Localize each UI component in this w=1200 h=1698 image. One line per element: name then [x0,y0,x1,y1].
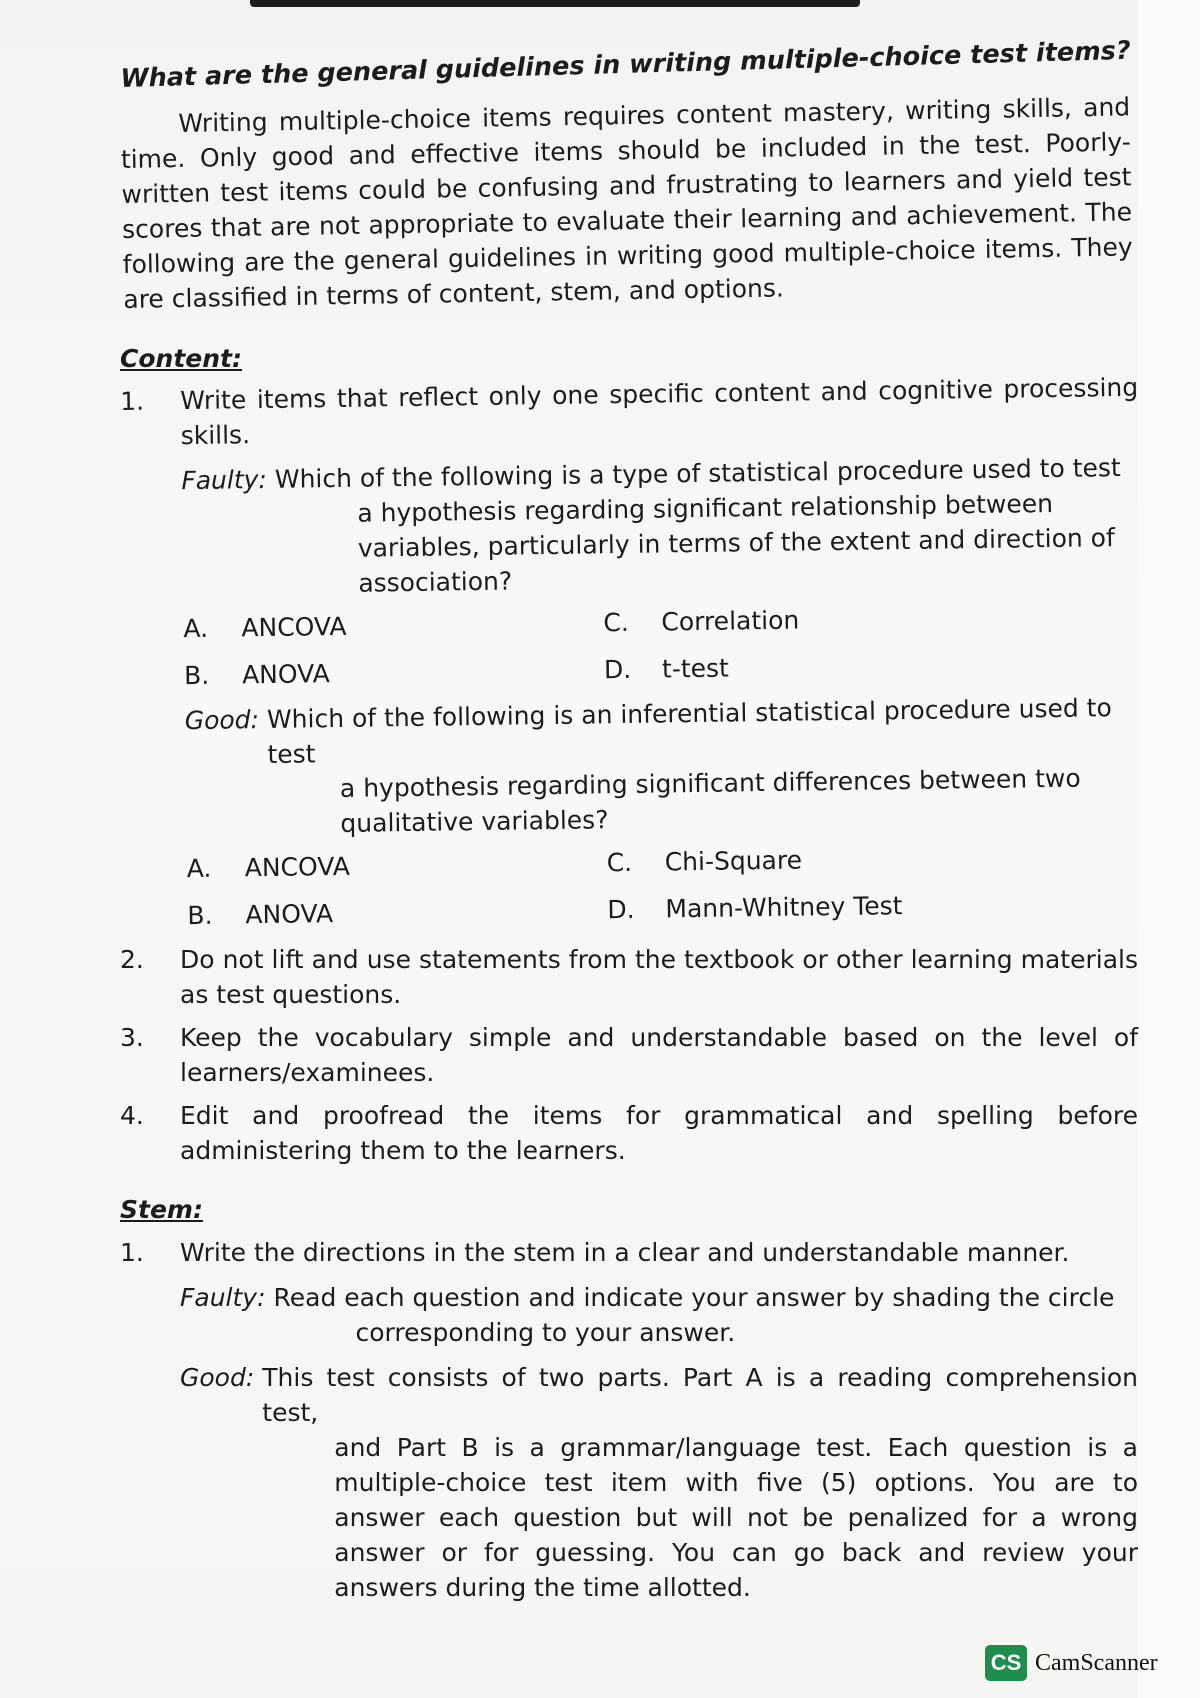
item-number: 4. [120,1101,144,1130]
item-text: Do not lift and use statements from the textbook or other learning materials as test questions. [180,945,1138,1009]
good-directions [262,1360,1138,1605]
list-item [120,370,1139,454]
list-item [120,1235,1138,1270]
stem-heading: Stem: [120,1195,203,1224]
faulty-label: Faulty: [180,1283,266,1312]
content-item-1-block [120,370,1146,934]
option-letter: B. [187,900,213,931]
option-letter: C. [606,847,633,878]
list-item [120,1020,1138,1090]
item-number: 1. [120,1238,144,1267]
item-text: Edit and proofread the items for grammatical and spelling before administering them to the learners. [180,1101,1138,1165]
good-question-rest: a hypothesis regarding significant differences between two qualitative variables? [339,763,1081,838]
intro-paragraph: Writing multiple-choice items requires content mastery, writing skills, and time. Only good and effective items should be included in the test. Poorly-written test items could be confusing and frustrating to learners and yield test scores that are not appropriate to evaluate their learning and achievement. The following are the general guidelines in writing good multiple-choice items. They are classified in terms of content, stem, and options. [120,92,1133,314]
option [607,886,1027,927]
option [187,845,607,886]
faulty-directions-rest: corresponding to your answer. [355,1318,736,1347]
option-letter: D. [607,894,635,925]
list-item [120,1098,1138,1168]
option-text: t-test [661,653,730,684]
good-label: Good: [180,1363,255,1392]
list-item [120,942,1138,1012]
page-title: What are the general guidelines in writing multiple-choice test items? [120,35,1132,94]
option [183,605,603,646]
stem-faulty-example [180,1280,1138,1350]
option-text: Correlation [661,605,800,637]
faulty-label: Faulty: [181,464,268,496]
item-text: Write items that reflect only one specific content and cognitive processing skills. [180,372,1139,451]
item-text: Write the directions in the stem in a clear and understandable manner. [180,1238,1070,1267]
good-directions-rest: and Part B is a grammar/language test. Each question is a multiple-choice test item with five (5) options. You are to answer each question but will not be penalized for a wrong answer or for guessing. You can go back and review your answers during the time allotted. [334,1433,1138,1602]
option-letter: B. [183,660,210,691]
document-body [120,35,1139,1605]
good-question [267,690,1145,842]
page-right-margin [1138,0,1200,1698]
scan-top-edge [250,0,860,7]
option [604,646,1024,687]
camscanner-watermark [985,1645,1158,1681]
option-text: Chi-Square [664,845,803,877]
good-example [184,690,1144,843]
faulty-question [275,450,1141,602]
option-text: Mann-Whitney Test [665,891,903,924]
option-text: ANOVA [241,659,330,690]
option [187,892,607,933]
option [184,652,604,693]
item-text: Keep the vocabulary simple and understandable based on the level of learners/examinees. [180,1023,1138,1087]
option-text: ANCOVA [241,611,347,643]
good-question-first-line: Which of the following is an inferential statistical procedure used to test [266,693,1112,769]
item-number: 1. [120,386,145,416]
faulty-directions-first-line: Read each question and indicate your answer by shading the circle [273,1283,1115,1312]
faulty-example [181,450,1141,603]
good-label: Good: [184,705,260,736]
faulty-question-rest: a hypothesis regarding significant relationship between variables, particularly in terms of the extent and direction of association? [357,488,1115,598]
faulty-question-first-line: Which of the following is a type of statistical procedure used to test [274,453,1121,494]
good-options [187,838,1146,933]
faulty-options [183,598,1142,693]
option-text: ANCOVA [244,851,351,883]
camscanner-text: CamScanner [1035,1649,1158,1676]
good-directions-first-line: This test consists of two parts. Part A is a reading comprehension test, [262,1363,1138,1427]
option-letter: D. [603,654,632,685]
option-letter: A. [186,853,212,884]
option-letter: A. [183,613,209,644]
option-letter: C. [603,607,629,638]
content-heading: Content: [120,344,242,373]
option [606,839,1026,880]
stem-good-example [180,1360,1138,1605]
option-text: ANOVA [245,899,334,930]
camscanner-logo-icon: CS [985,1645,1027,1681]
item-number: 3. [120,1023,144,1052]
item-number: 2. [120,945,144,974]
faulty-directions [274,1280,1138,1350]
option [603,599,1023,640]
